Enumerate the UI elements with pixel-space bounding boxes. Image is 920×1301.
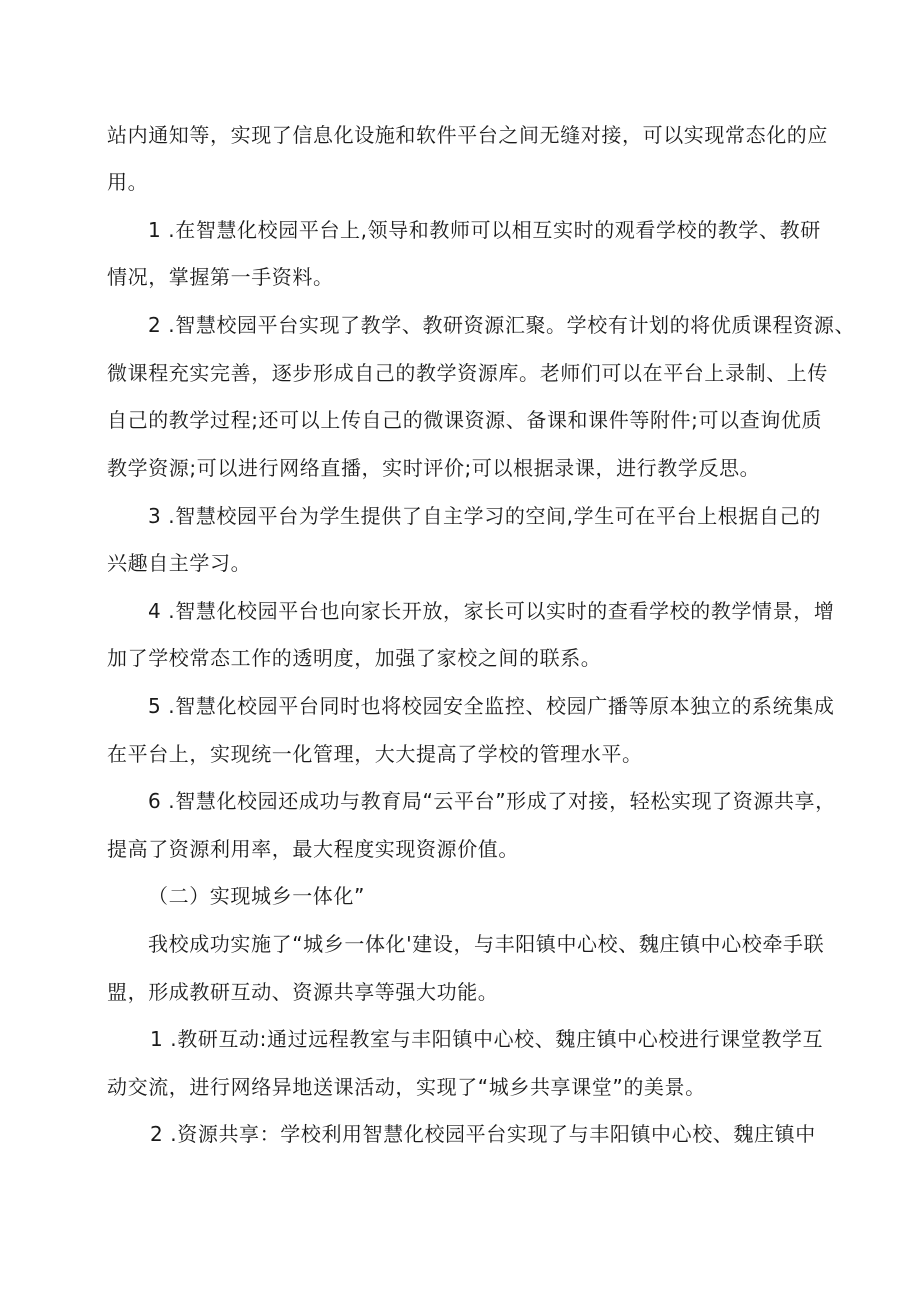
- text-line: 我校成功实施了“城乡一体化'建设，与丰阳镇中心校、魏庄镇中心校牵手联: [148, 932, 825, 956]
- section-title: （二）实现城乡一体化”: [148, 884, 365, 908]
- text-line: 6 .智慧化校园还成功与教育局“云平台”形成了对接，轻松实现了资源共享，: [148, 789, 836, 813]
- text-line: 加了学校常态工作的透明度，加强了家校之间的联系。: [107, 646, 602, 670]
- text-line: 2 .资源共享：学校利用智慧化校园平台实现了与丰阳镇中心校、魏庄镇中: [150, 1122, 816, 1146]
- text-line: 3 .智慧校园平台为学生提供了自主学习的空间,学生可在平台上根据自己的: [148, 504, 821, 528]
- text-line: 提高了资源利用率，最大程度实现资源价值。: [107, 837, 519, 861]
- text-line: 5 .智慧化校园平台同时也将校园安全监控、校园广播等原本独立的系统集成: [148, 694, 835, 718]
- text-line: 1 .在智慧化校园平台上,领导和教师可以相互实时的观看学校的教学、教研: [148, 218, 821, 242]
- text-line: 盟，形成教研互动、资源共享等强大功能。: [107, 980, 499, 1004]
- text-line: 2 .智慧校园平台实现了教学、教研资源汇聚。学校有计划的将优质课程资源、: [148, 313, 856, 337]
- text-line: 微课程充实完善，逐步形成自己的教学资源库。老师们可以在平台上录制、上传: [107, 361, 828, 385]
- text-line: 用。: [107, 170, 149, 194]
- text-line: 站内通知等，实现了信息化设施和软件平台之间无缝对接，可以实现常态化的应: [107, 123, 828, 147]
- text-line: 4 .智慧化校园平台也向家长开放，家长可以实时的查看学校的教学情景，增: [148, 599, 835, 623]
- text-line: 动交流，进行网络异地送课活动，实现了“城乡共享课堂”的美景。: [107, 1075, 706, 1099]
- text-line: 在平台上，实现统一化管理，大大提高了学校的管理水平。: [107, 742, 643, 766]
- text-line: 1 .教研互动:通过远程教室与丰阳镇中心校、魏庄镇中心校进行课堂教学互: [150, 1027, 824, 1051]
- text-line: 兴趣自主学习。: [107, 551, 252, 575]
- text-line: 情况，掌握第一手资料。: [107, 265, 334, 289]
- text-line: 教学资源;可以进行网络直播，实时评价;可以根据录课，进行教学反思。: [107, 456, 761, 480]
- text-line: 自己的教学过程;还可以上传自己的微课资源、备课和课件等附件;可以查询优质: [107, 408, 823, 432]
